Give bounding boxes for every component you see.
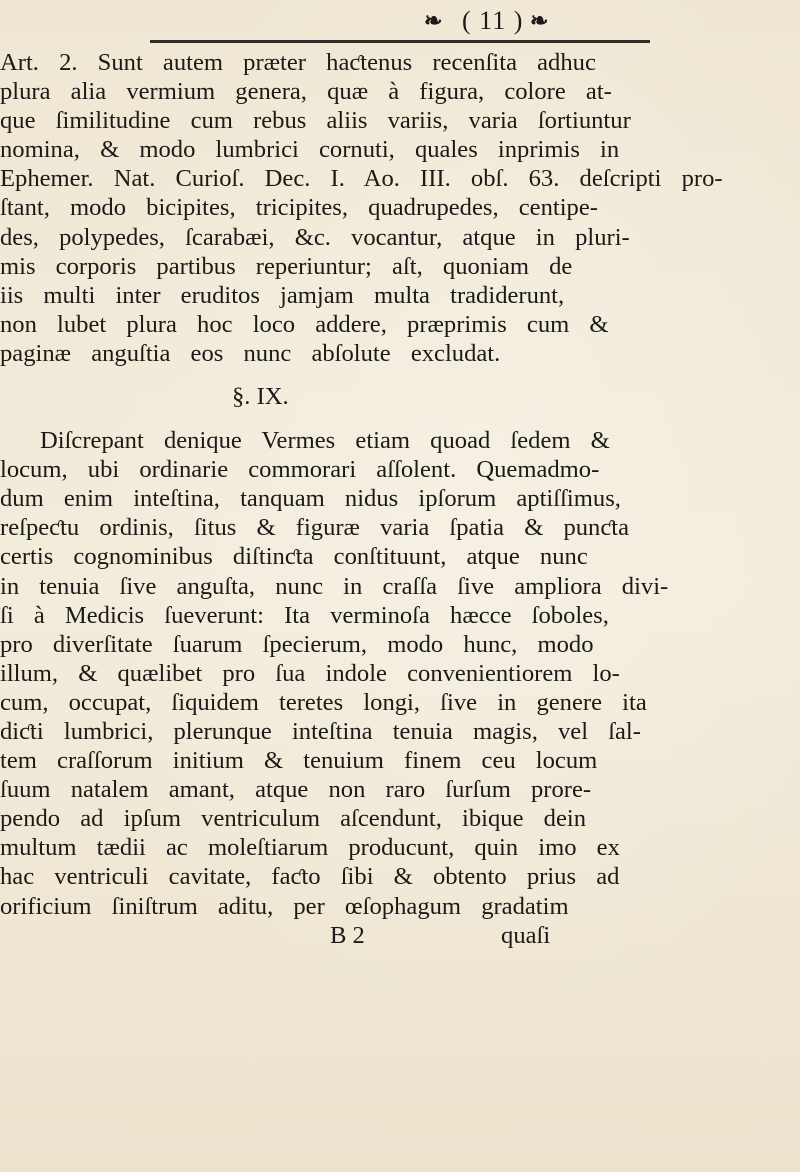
text-line: ſi à Medicis ſueverunt: Ita verminoſa hæcce ſoboles, — [0, 601, 609, 629]
text-line: tem craſſorum initium & tenuium finem ceu locum — [0, 747, 598, 775]
left-ornament-icon: ❧ — [424, 8, 443, 33]
page-number: ( 11 ) — [462, 6, 524, 35]
right-ornament-icon: ❧ — [530, 8, 549, 33]
section-heading: §. IX. — [232, 383, 289, 411]
text-line: iis multi inter eruditos jamjam multa tradiderunt, — [0, 281, 565, 309]
text-line: ſuum natalem amant, atque non raro ſurſum prore- — [0, 776, 592, 804]
text-line: in tenuia ſive anguſta, nunc in craſſa ſive ampliora divi- — [0, 572, 669, 600]
text-line: cum, occupat, ſiquidem teretes longi, ſive in genere ita — [0, 688, 647, 716]
text-line: ſtant, modo bicipites, tricipites, quadrupedes, centipe- — [0, 194, 598, 222]
text-line: des, polypedes, ſcarabæi, &c. vocantur, atque in pluri- — [0, 223, 630, 251]
text-line: hac ventriculi cavitate, faƈto ſibi & obtento prius ad — [0, 863, 620, 891]
text-line: non lubet plura hoc loco addere, præprimis cum & — [0, 310, 609, 338]
text-line: mis corporis partibus reperiuntur; aſt, quoniam de — [0, 252, 573, 280]
text-line: illum, & quælibet pro ſua indole convenientiorem lo- — [0, 659, 620, 687]
page-header — [150, 6, 800, 44]
catchword: quaſi — [501, 921, 551, 949]
text-line: locum, ubi ordinarie commorari aſſolent. Quemadmo- — [0, 456, 600, 484]
text-line: Art. 2. Sunt autem præter haƈtenus recenſita adhuc — [0, 49, 596, 76]
text-line: paginæ anguſtia eos nunc abſolute excludat. — [0, 339, 501, 367]
text-line: pro diverſitate ſuarum ſpecierum, modo hunc, modo — [0, 630, 594, 658]
body-text — [0, 48, 790, 950]
text-line: que ſimilitudine cum rebus aliis variis, varia ſortiuntur — [0, 107, 631, 135]
text-line: dum enim inteſtina, tanquam nidus ipſorum aptiſſimus, — [0, 485, 621, 513]
text-line: Diſcrepant denique Vermes etiam quoad ſedem & — [40, 427, 610, 455]
text-line: orificium ſiniſtrum aditu, per œſophagum gradatim — [0, 892, 569, 920]
text-line: nomina, & modo lumbrici cornuti, quales inprimis in — [0, 136, 620, 164]
text-line: multum tædii ac moleſtiarum producunt, quin imo ex — [0, 834, 620, 862]
signature-mark: B 2 — [330, 921, 365, 949]
page-footer — [0, 921, 790, 950]
text-line: diƈti lumbrici, plerunque inteſtina tenuia magis, vel ſal- — [0, 717, 641, 745]
text-line: Ephemer. Nat. Curioſ. Dec. I. Ao. III. obſ. 63. deſcripti pro- — [0, 165, 723, 193]
header-rule — [150, 40, 650, 43]
text-line: certis cognominibus diſtinƈta conſtituunt, atque nunc — [0, 543, 588, 571]
text-line: plura alia vermium genera, quæ à figura, colore at- — [0, 78, 612, 106]
text-line: reſpeƈtu ordinis, ſitus & figuræ varia ſpatia & punƈta — [0, 514, 630, 542]
text-line: pendo ad ipſum ventriculum aſcendunt, ibique dein — [0, 805, 586, 833]
